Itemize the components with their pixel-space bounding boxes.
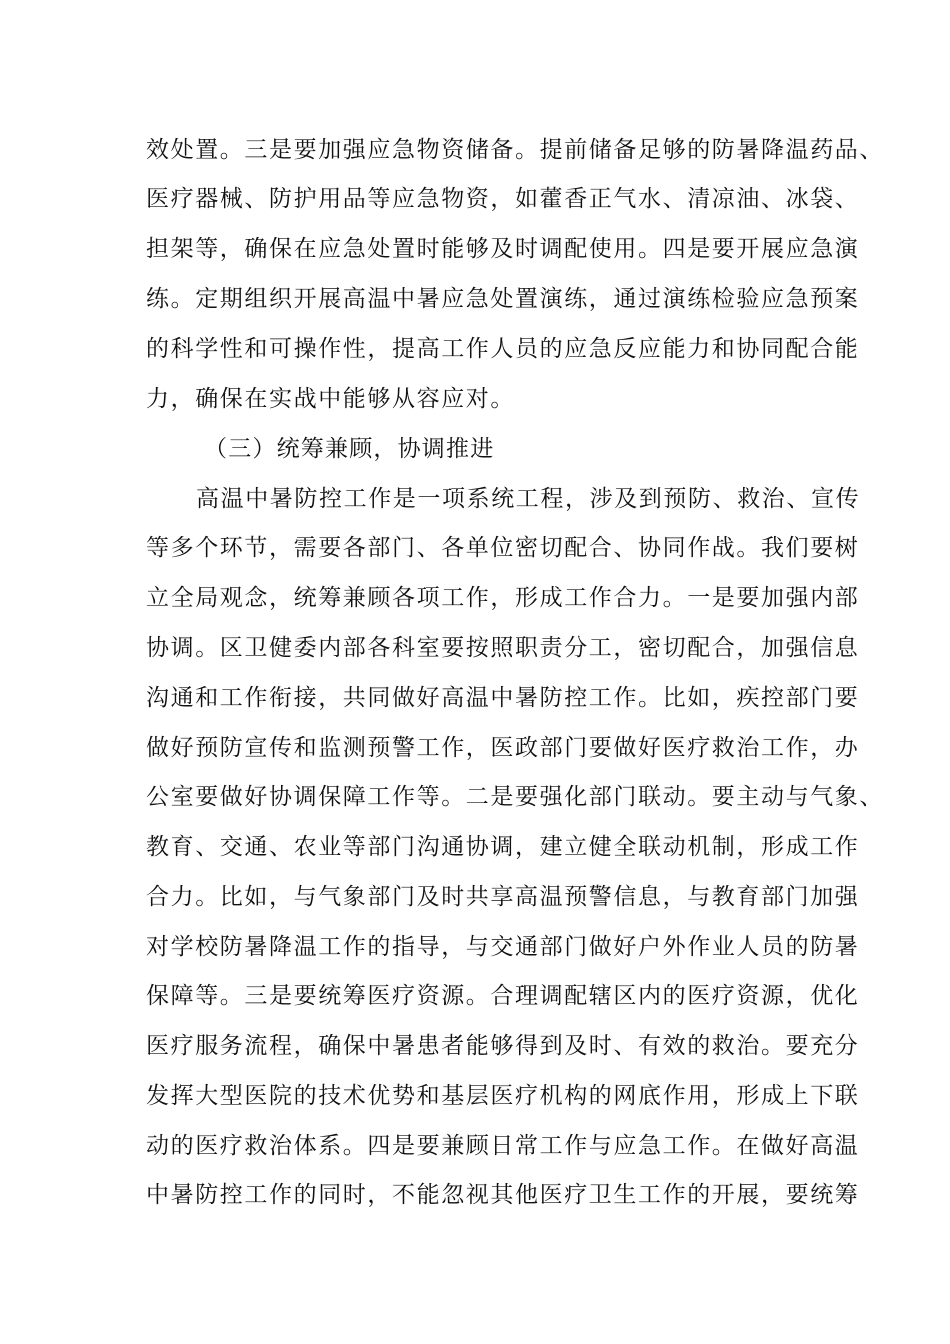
body-text-line: 练。定期组织开展高温中暑应急处置演练，通过演练检验应急预案 [146,286,860,312]
body-text-line: 沟通和工作衔接，共同做好高温中暑防控工作。比如，疾控部门要 [146,685,860,711]
body-text-line: 教育、交通、农业等部门沟通协调，建立健全联动机制，形成工作 [146,834,860,860]
body-text-line: 中暑防控工作的同时，不能忽视其他医疗卫生工作的开展，要统筹 [146,1182,860,1208]
body-text-line: 等多个环节，需要各部门、各单位密切配合、协同作战。我们要树 [146,535,860,561]
body-text-line: 协调。区卫健委内部各科室要按照职责分工，密切配合，加强信息 [146,635,860,661]
body-text-line: 效处置。三是要加强应急物资储备。提前储备足够的防暑降温药品、 [146,137,884,163]
paragraph-first-line: 高温中暑防控工作是一项系统工程，涉及到预防、救治、宣传 [196,486,861,512]
section-heading: （三）统筹兼顾，协调推进 [204,436,495,462]
body-text-line: 担架等，确保在应急处置时能够及时调配使用。四是要开展应急演 [146,236,860,262]
body-text-line: 的科学性和可操作性，提高工作人员的应急反应能力和协同配合能 [146,336,860,362]
body-text-line: 动的医疗救治体系。四是要兼顾日常工作与应急工作。在做好高温 [146,1133,860,1159]
body-text-line: 合力。比如，与气象部门及时共享高温预警信息，与教育部门加强 [146,884,860,910]
body-text-line: 力，确保在实战中能够从容应对。 [146,386,515,412]
body-text-line: 保障等。三是要统筹医疗资源。合理调配辖区内的医疗资源，优化 [146,983,860,1009]
body-text-line: 立全局观念，统筹兼顾各项工作，形成工作合力。一是要加强内部 [146,585,860,611]
body-text-line: 医疗器械、防护用品等应急物资，如藿香正气水、清凉油、冰袋、 [146,186,860,212]
body-text-line: 做好预防宣传和监测预警工作，医政部门要做好医疗救治工作，办 [146,735,860,761]
body-text-line: 发挥大型医院的技术优势和基层医疗机构的网底作用，形成上下联 [146,1083,860,1109]
body-text-line: 医疗服务流程，确保中暑患者能够得到及时、有效的救治。要充分 [146,1033,860,1059]
body-text-line: 公室要做好协调保障工作等。二是要强化部门联动。要主动与气象、 [146,784,884,810]
body-text-line: 对学校防暑降温工作的指导，与交通部门做好户外作业人员的防暑 [146,934,860,960]
